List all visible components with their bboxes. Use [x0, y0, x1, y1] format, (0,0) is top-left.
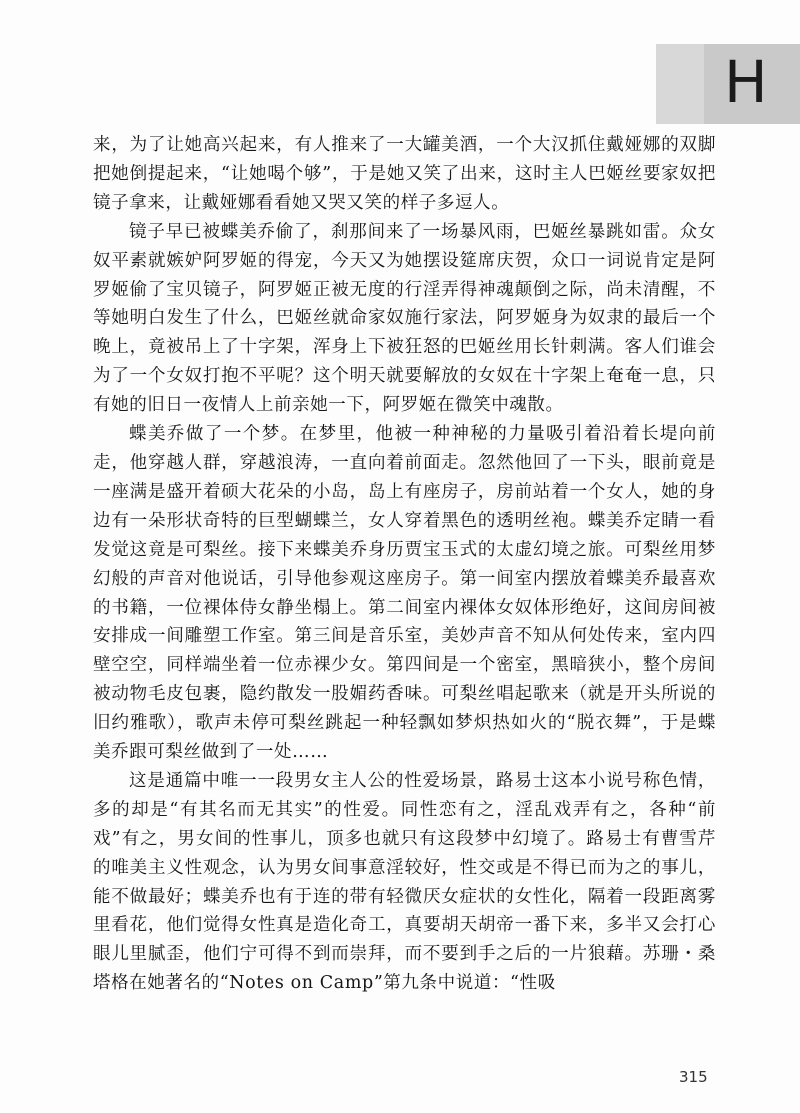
- section-tab-strip: [656, 44, 704, 124]
- paragraph-3: 蝶美乔做了一个梦。在梦里，他被一种神秘的力量吸引着沿着长堤向前走，他穿越人群，穿越浪涛，一直向着前面走。忽然他回了一下头，眼前竟是一座满是盛开着硕大花朵的小岛，岛上有座房子，房前站着一个女人，她的身边有一朵形状奇特的巨型蝴蝶兰，女人穿着黑色的透明丝袍。蝶美乔定睛一看发觉这竟是可梨丝。接下来蝶美乔身历贾宝玉式的太虚幻境之旅。可梨丝用梦幻般的声音对他说话，引导他参观这座房子。第一间室内摆放着蝶美乔最喜欢的书籍，一位裸体侍女静坐榻上。第二间室内裸体女奴体形绝好，这间房间被安排成一间雕塑工作室。第三间是音乐室，美妙声音不知从何处传来，室内四壁空空，同样端坐着一位赤裸少女。第四间是一个密室，黑暗狭小，整个房间被动物毛皮包裹，隐约散发一股媚药香味。可梨丝唱起歌来（就是开头所说的旧约雅歌），歌声未停可梨丝跳起一种轻飘如梦炽热如火的“脱衣舞”，于是蝶美乔跟可梨丝做到了一处……: [93, 424, 716, 763]
- body-text: [93, 131, 716, 998]
- section-tab: [656, 44, 800, 124]
- page-number: 315: [679, 1068, 708, 1086]
- paragraph-4: 这是通篇中唯一一段男女主人公的性爱场景，路易士这本小说号称色情，多的却是“有其名而无其实”的性爱。同性恋有之，淫乱戏弄有之，各种“前戏”有之，男女间的性事儿，顶多也就只有这段梦中幻境了。路易士有曹雪芹的唯美主义性观念，认为男女间事意淫较好，性交或是不得已而为之的事儿，能不做最好；蝶美乔也有于连的带有轻微厌女症状的女性化，隔着一段距离雾里看花，他们觉得女性真是造化奇工，真要胡天胡帝一番下来，多半又会打心眼儿里腻歪，他们宁可得不到而崇拜，而不要到手之后的一片狼藉。苏珊・桑塔格在她著名的“Notes on Camp”第九条中说道：“性吸: [93, 770, 716, 994]
- paragraph-1: 来，为了让她高兴起来，有人推来了一大罐美酒，一个大汉抓住戴娅娜的双脚把她倒提起来，“让她喝个够”，于是她又笑了出来，这时主人巴姬丝要家奴把镜子拿来，让戴娅娜看看她又哭又笑的样子多逗人。: [93, 135, 716, 213]
- paragraph-2: 镜子早已被蝶美乔偷了，刹那间来了一场暴风雨，巴姬丝暴跳如雷。众女奴平素就嫉妒阿罗姬的得宠，今天又为她摆设筵席庆贺，众口一词说肯定是阿罗姬偷了宝贝镜子，阿罗姬正被无度的行淫弄得神魂颠倒之际，尚未清醒，不等她明白发生了什么，巴姬丝就命家奴施行家法，阿罗姬身为奴隶的最后一个晚上，竟被吊上了十字架，浑身上下被狂怒的巴姬丝用长针刺满。客人们谁会为了一个女奴打抱不平呢？这个明天就要解放的女奴在十字架上奄奄一息，只有她的旧日一夜情人上前亲她一下，阿罗姬在微笑中魂散。: [93, 221, 716, 416]
- section-letter: H: [724, 48, 768, 116]
